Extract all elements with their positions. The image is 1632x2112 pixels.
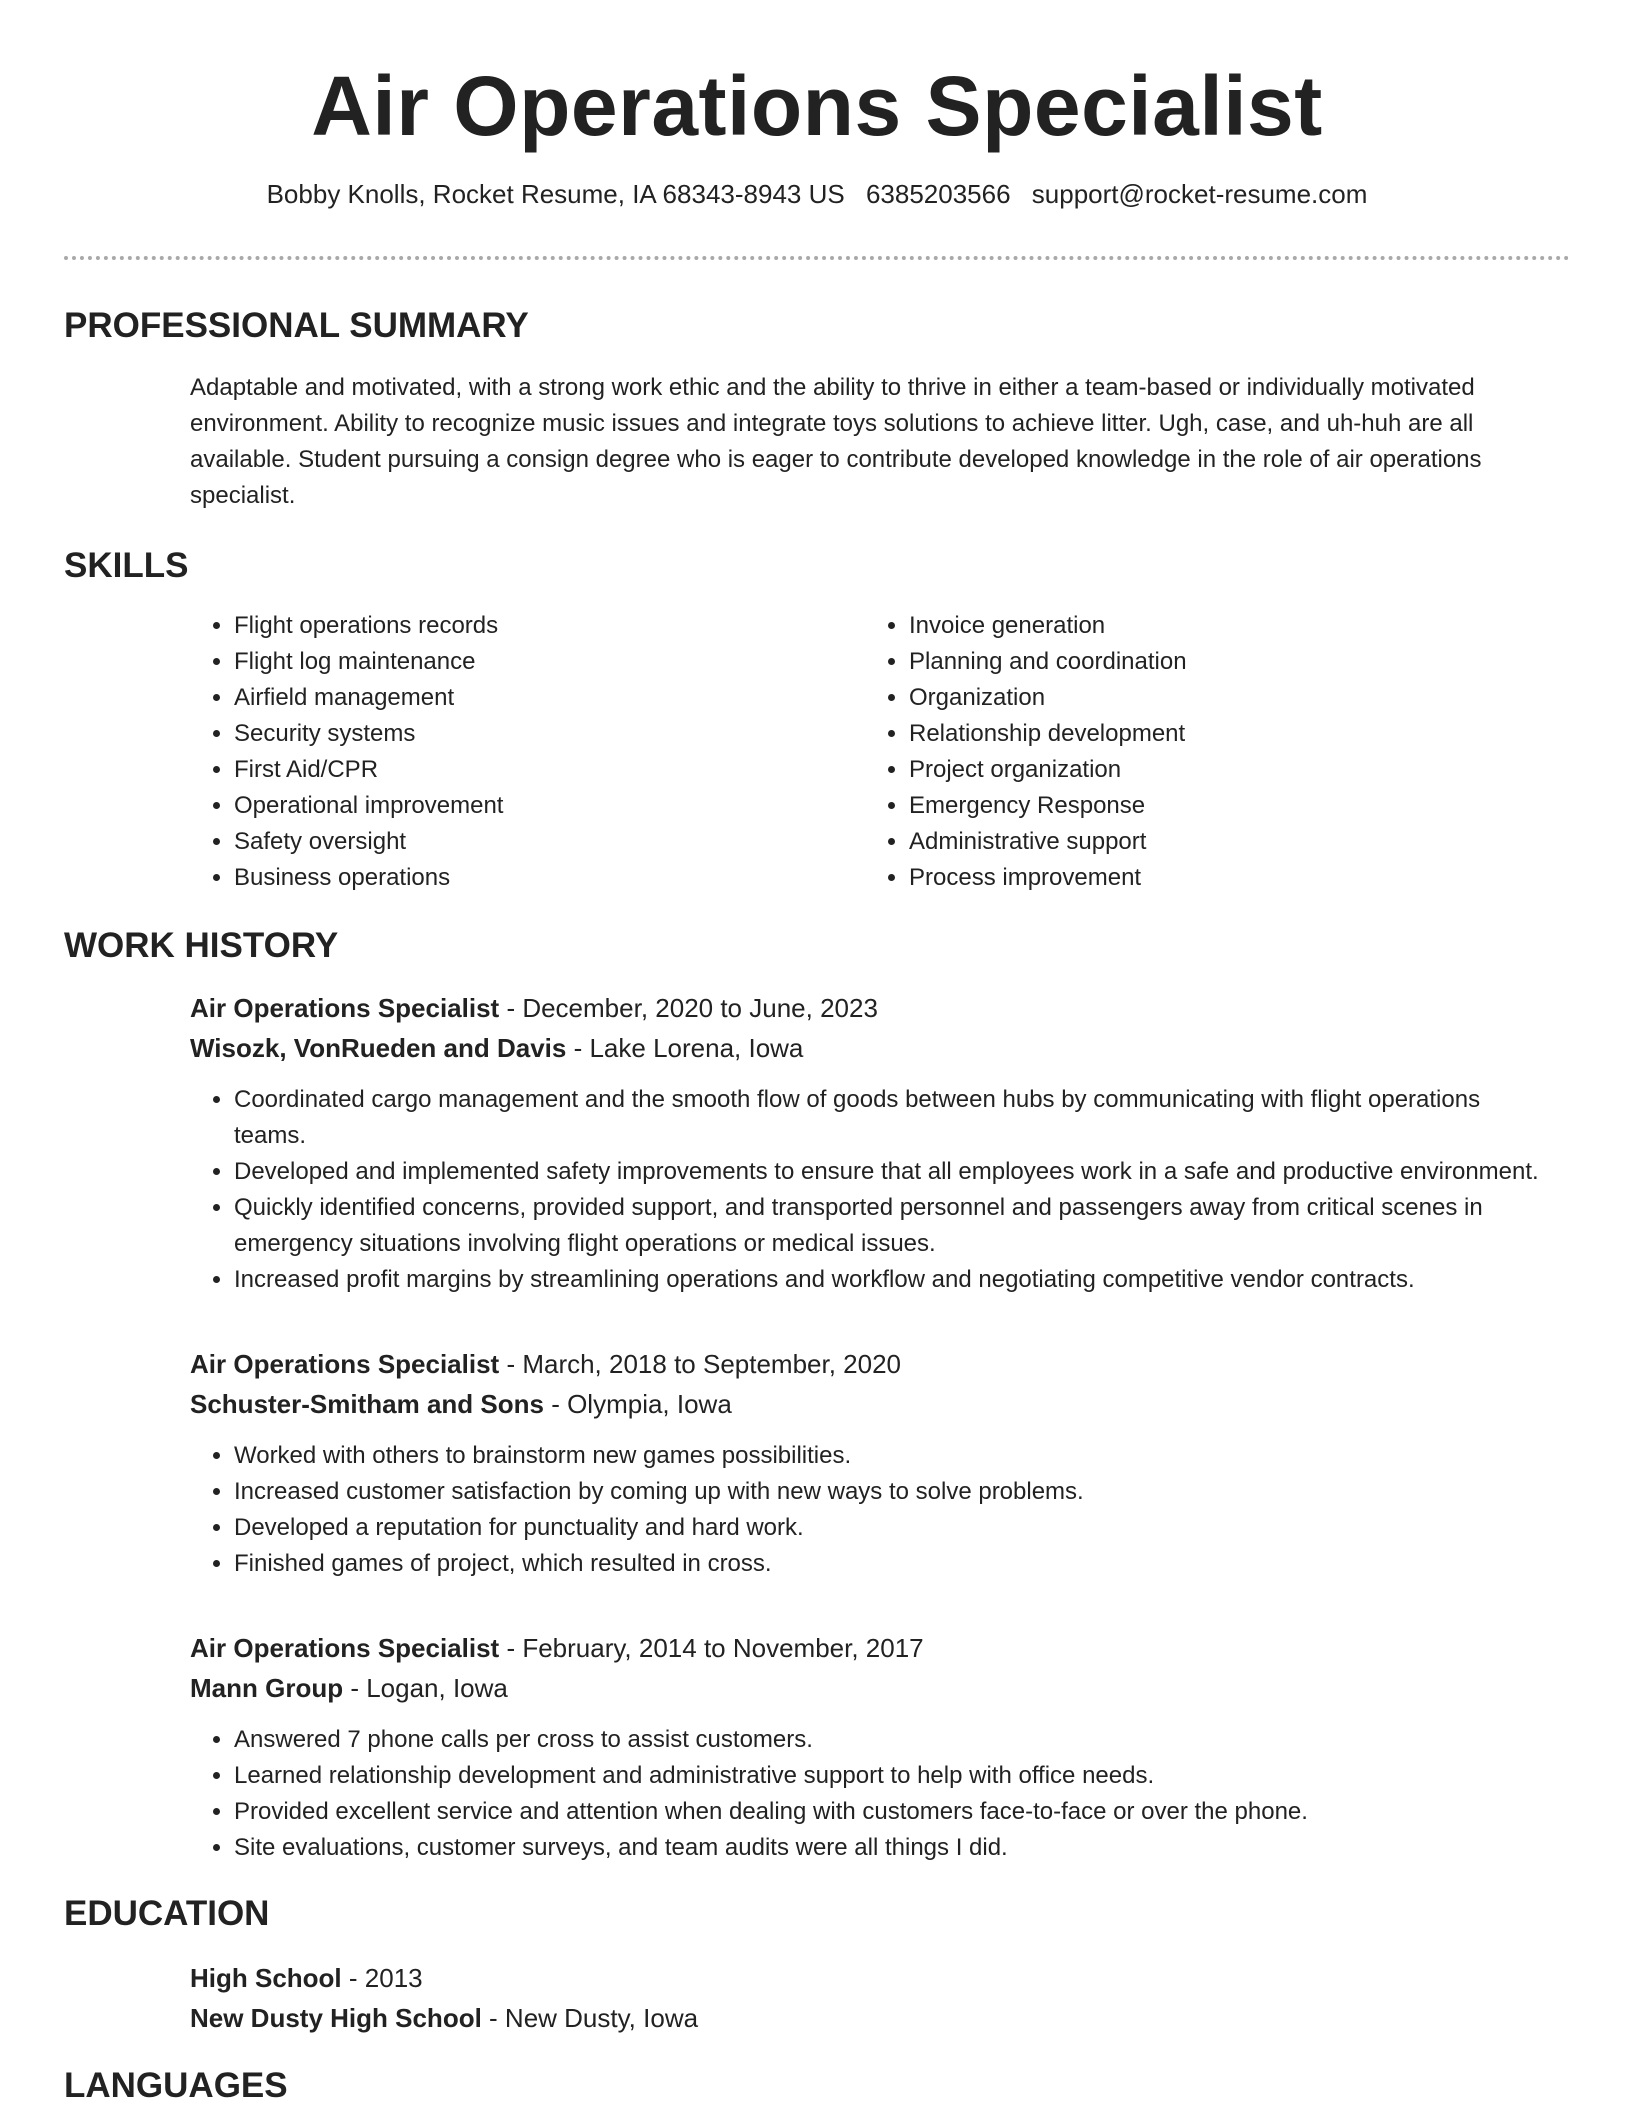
job-bullet: • Developed a reputation for punctuality and hard work. [234,1510,1540,1546]
job-dates: - March, 2018 to September, 2020 [499,1349,902,1379]
job-dates: - December, 2020 to June, 2023 [499,993,878,1023]
skill-item: • Business operations [234,860,865,896]
skill-item: • Process improvement [909,860,1540,896]
education-school-line [190,1998,1540,2038]
job-bullet: • Site evaluations, customer surveys, and team audits were all things I did. [234,1830,1540,1866]
skill-item: • Safety oversight [234,824,865,860]
job-location: - Olympia, Iowa [543,1389,732,1419]
skill-item: • Relationship development [909,716,1540,752]
job-title: Air Operations Specialist [190,993,500,1023]
job-bullet: • Answered 7 phone calls per cross to assist customers. [234,1722,1540,1758]
header-divider [64,256,1570,260]
job-company: Wisozk, VonRueden and Davis [190,1033,567,1063]
skills-column-right [865,608,1540,896]
education-heading: EDUCATION [64,1894,270,1933]
job-entry [190,1628,1540,1866]
job-company-line [190,1028,1540,1068]
job-entry [190,1344,1540,1582]
work-history-heading: WORK HISTORY [64,926,339,965]
job-bullets [190,1438,1540,1582]
job-bullet: • Developed and implemented safety improvements to ensure that all employees work in a safe and productive environment. [234,1154,1540,1190]
job-company: Schuster-Smitham and Sons [190,1389,544,1419]
skills-column-left [190,608,865,896]
job-location: - Logan, Iowa [343,1673,508,1703]
skills-heading: SKILLS [64,546,189,585]
job-bullet: • Increased customer satisfaction by coming up with new ways to solve problems. [234,1474,1540,1510]
resume-title: Air Operations Specialist [311,59,1323,153]
job-title: Air Operations Specialist [190,1349,500,1379]
job-bullet: • Learned relationship development and administrative support to help with office needs. [234,1758,1540,1794]
skill-item: • Organization [909,680,1540,716]
skill-item: • Flight operations records [234,608,865,644]
job-bullet: • Coordinated cargo management and the smooth flow of goods between hubs by communicating with flight operations teams. [234,1082,1540,1154]
education-entry [190,1958,1540,2038]
job-location: - Lake Lorena, Iowa [566,1033,804,1063]
skill-item: • Flight log maintenance [234,644,865,680]
languages-heading: LANGUAGES [64,2066,288,2105]
skills-list [190,608,1540,896]
contact-address: Bobby Knolls, Rocket Resume, IA 68343-8943 US [266,179,845,209]
job-bullet: • Increased profit margins by streamlining operations and workflow and negotiating competitive vendor contracts. [234,1262,1540,1298]
job-bullets [190,1082,1540,1298]
skill-item: • Emergency Response [909,788,1540,824]
job-company: Mann Group [190,1673,344,1703]
job-bullet: • Finished games of project, which resulted in cross. [234,1546,1540,1582]
education-degree-line [190,1958,1540,1998]
job-company-line [190,1668,1540,1708]
education-degree: High School [190,1963,342,1993]
job-entry [190,988,1540,1298]
summary-heading: PROFESSIONAL SUMMARY [64,306,529,345]
job-bullet: • Provided excellent service and attention when dealing with customers face-to-face or over the phone. [234,1794,1540,1830]
job-title-line [190,1344,1540,1384]
job-bullet: • Worked with others to brainstorm new games possibilities. [234,1438,1540,1474]
skill-item: • Planning and coordination [909,644,1540,680]
education-school: New Dusty High School [190,2003,482,2033]
skill-item: • Invoice generation [909,608,1540,644]
contact-line [64,178,1570,210]
summary-text: Adaptable and motivated, with a strong work ethic and the ability to thrive in either a team-based or individually motivated environment. Ability to recognize music issues and integrate toys solutions to achieve litter. Ugh, case, and uh-huh are all available. Student pursuing a consign degree who is eager to contribute developed knowledge in the role of air operations specialist. [190,374,1482,509]
contact-phone: 6385203566 [865,179,1011,209]
job-company-line [190,1384,1540,1424]
education-location: - New Dusty, Iowa [481,2003,699,2033]
job-title-line [190,988,1540,1028]
job-title-line [190,1628,1540,1668]
job-dates: - February, 2014 to November, 2017 [499,1633,924,1663]
skill-item: • Operational improvement [234,788,865,824]
skill-item: • First Aid/CPR [234,752,865,788]
skill-item: • Airfield management [234,680,865,716]
skill-item: • Administrative support [909,824,1540,860]
skill-item: • Project organization [909,752,1540,788]
contact-email: support@rocket-resume.com [1031,179,1368,209]
resume-page [64,0,1570,2108]
job-title: Air Operations Specialist [190,1633,500,1663]
job-bullet: • Quickly identified concerns, provided support, and transported personnel and passengers away from critical scenes in emergency situations involving flight operations or medical issues. [234,1190,1540,1262]
education-year: - 2013 [341,1963,423,1993]
job-bullets [190,1722,1540,1866]
skill-item: • Security systems [234,716,865,752]
